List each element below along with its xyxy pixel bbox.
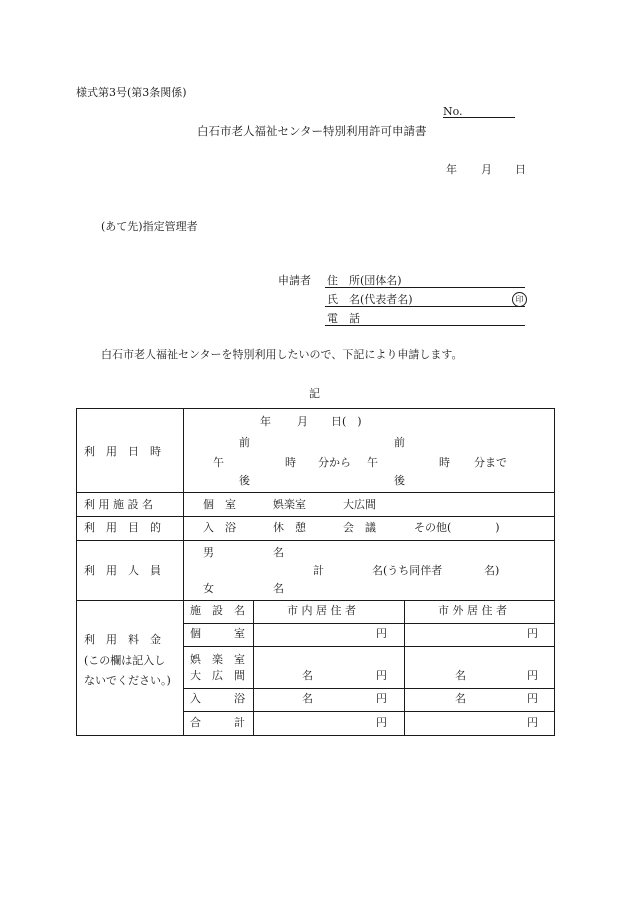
fee-item-name-line1: 娯 楽 室: [190, 653, 245, 666]
total-unit: 名(うち同伴者: [372, 564, 443, 577]
purpose-label: 利 用 目 的: [84, 521, 161, 534]
form-title: 白石市老人福祉センター特別利用許可申請書: [197, 124, 427, 138]
fee-resident-yen: 円: [376, 669, 387, 682]
fee-label: 利 用 料 金: [84, 633, 161, 646]
fee-resident-yen: 円: [376, 692, 387, 705]
no-field-underline[interactable]: [443, 117, 515, 118]
purpose-option-other[interactable]: その他( ): [414, 521, 500, 534]
people-label: 利 用 人 員: [84, 564, 161, 577]
fee-nonresident-count-unit: 名: [455, 692, 466, 705]
end-am-mark[interactable]: 前: [394, 436, 405, 449]
facility-option-recreation-room[interactable]: 娯楽室: [273, 498, 306, 511]
applicant-name-line[interactable]: [325, 306, 525, 307]
datetime-label: 利 用 日 時: [84, 445, 161, 458]
ki-heading: 記: [309, 387, 320, 400]
applicant-address-label: 住 所(団体名): [327, 274, 402, 287]
applicant-label: 申請者: [278, 274, 311, 287]
fee-nonresident-yen: 円: [527, 716, 538, 729]
end-pm-mark[interactable]: 後: [394, 474, 405, 487]
purpose-option-bath[interactable]: 入 浴: [203, 521, 236, 534]
date-month: 月: [481, 163, 492, 176]
fee-row-divider: [183, 646, 555, 647]
row-divider: [76, 600, 555, 601]
datetime-date-day: 日( ): [331, 415, 362, 428]
fee-nonresident-yen: 円: [527, 669, 538, 682]
fee-resident-count-unit: 名: [302, 669, 313, 682]
fee-resident-yen: 円: [376, 627, 387, 640]
total-label: 計: [313, 564, 324, 577]
applicant-name-label: 氏 名(代表者名): [327, 293, 413, 306]
end-minute-label: 分まで: [474, 456, 507, 469]
purpose-option-meeting[interactable]: 会 議: [343, 521, 376, 534]
fee-item-name-line2: 大 広 間: [190, 669, 245, 682]
fee-item-name: 合 計: [190, 716, 245, 729]
fee-header-resident: 市 内 居 住 者: [287, 604, 356, 617]
date-day: 日: [515, 163, 526, 176]
addressee: (あて先)指定管理者: [101, 220, 198, 233]
no-label: No.: [443, 105, 463, 118]
male-label: 男: [203, 546, 214, 559]
seal-mark: 印: [512, 292, 527, 307]
fee-nonresident-yen: 円: [527, 692, 538, 705]
facility-option-private-room[interactable]: 個 室: [203, 498, 236, 511]
fee-item-name: 入 浴: [190, 692, 245, 705]
date-year: 年: [446, 163, 457, 176]
fee-header-nonresident: 市 外 居 住 者: [438, 604, 507, 617]
fee-header-facility: 施 設 名: [190, 604, 245, 617]
end-hour-label: 時: [439, 456, 450, 469]
male-unit: 名: [273, 546, 284, 559]
female-unit: 名: [273, 582, 284, 595]
start-pm-mark[interactable]: 後: [239, 474, 250, 487]
datetime-date-month: 月: [297, 415, 308, 428]
row-divider: [76, 492, 555, 493]
row-divider: [76, 540, 555, 541]
purpose-option-rest[interactable]: 休 憩: [273, 521, 306, 534]
statement-text: 白石市老人福祉センターを特別利用したいので、下記により申請します。: [101, 348, 463, 361]
fee-nonresident-yen: 円: [527, 627, 538, 640]
fee-row-divider: [183, 623, 555, 624]
fee-note-line2: ないでください。): [84, 674, 171, 687]
start-minute-label: 分から: [318, 456, 351, 469]
fee-item-name: 個 室: [190, 627, 245, 640]
facility-option-hall[interactable]: 大広間: [343, 498, 376, 511]
end-go: 午: [367, 456, 378, 469]
fee-resident-count-unit: 名: [302, 692, 313, 705]
fee-nonresident-count-unit: 名: [455, 669, 466, 682]
datetime-date-year: 年: [260, 415, 271, 428]
fee-resident-yen: 円: [376, 716, 387, 729]
facility-label: 利 用 施 設 名: [84, 498, 153, 511]
applicant-address-line[interactable]: [325, 287, 525, 288]
start-go: 午: [213, 456, 224, 469]
label-column-divider: [183, 408, 184, 736]
applicant-phone-line[interactable]: [325, 325, 525, 326]
female-label: 女: [203, 582, 214, 595]
start-hour-label: 時: [285, 456, 296, 469]
fee-column-divider: [253, 600, 254, 736]
fee-row-divider: [183, 711, 555, 712]
applicant-phone-label: 電 話: [327, 312, 360, 325]
row-divider: [76, 516, 555, 517]
fee-row-divider: [183, 688, 555, 689]
form-number: 様式第3号(第3条関係): [76, 86, 187, 99]
companion-unit: 名): [484, 564, 500, 577]
fee-note-line1: (この欄は記入し: [84, 654, 166, 667]
start-am-mark[interactable]: 前: [239, 436, 250, 449]
fee-column-divider: [404, 600, 405, 736]
